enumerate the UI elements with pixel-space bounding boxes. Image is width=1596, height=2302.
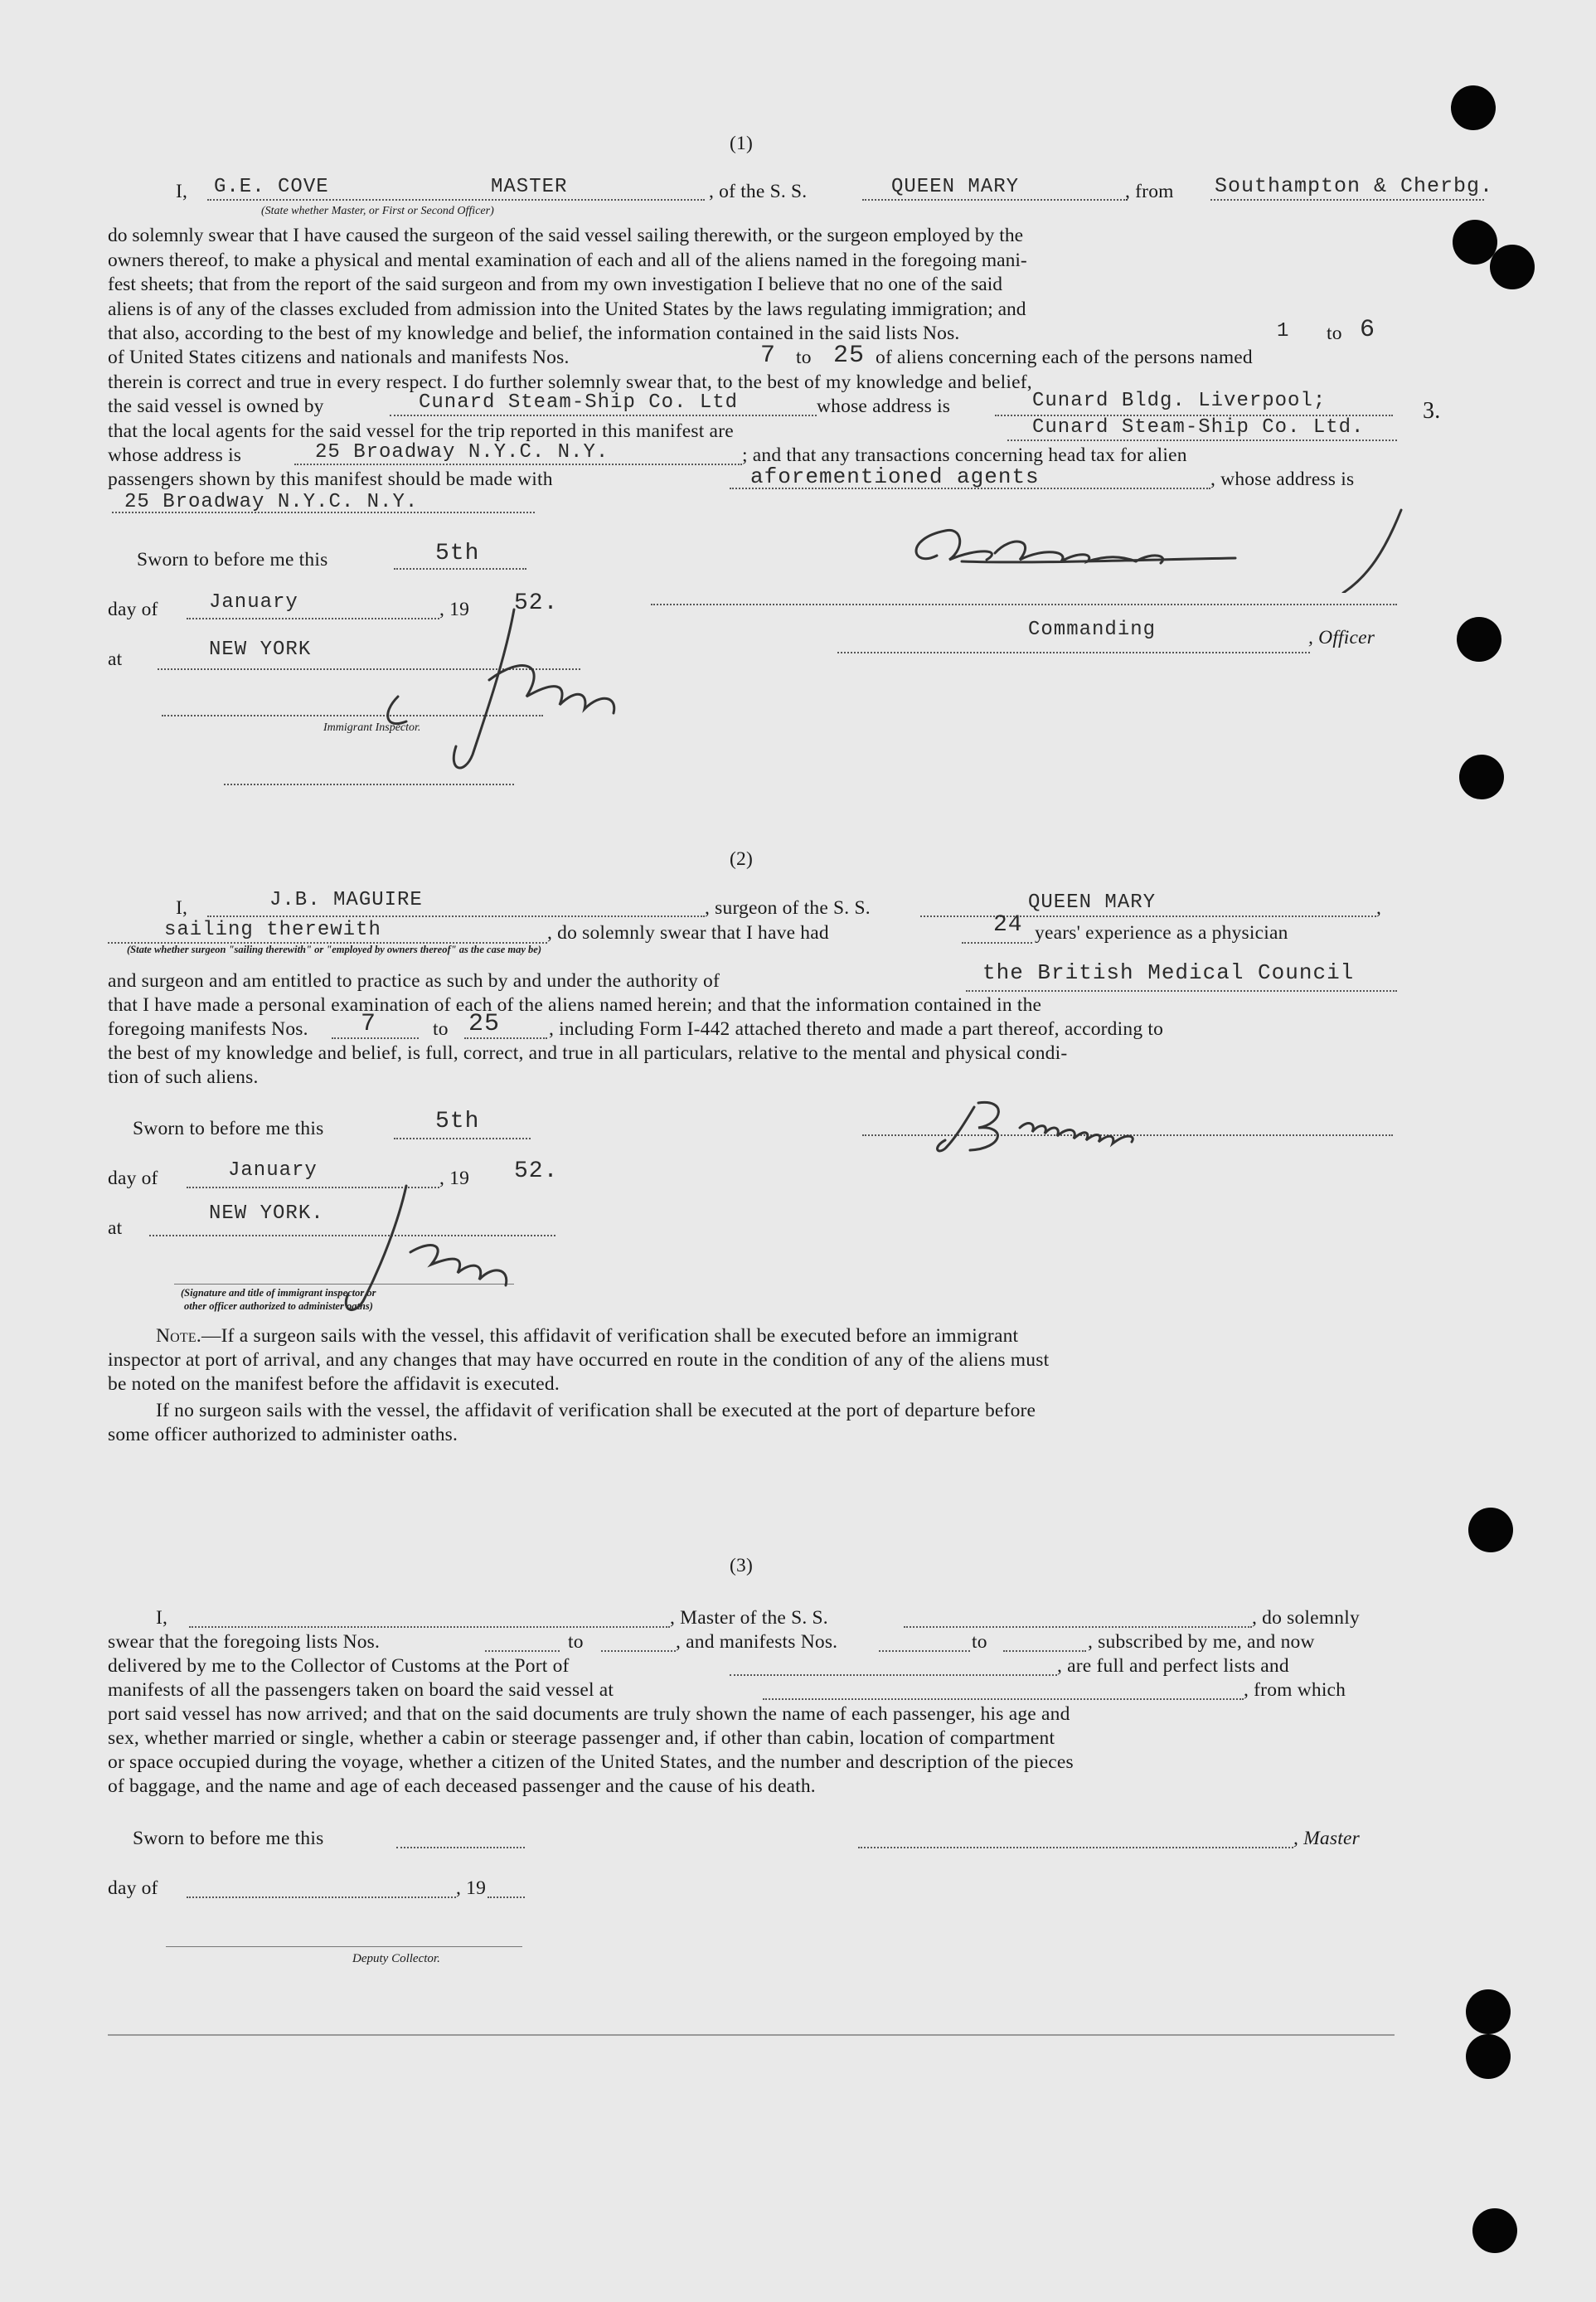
authority-line	[966, 990, 1397, 992]
manifests-clause: foregoing manifests Nos.	[108, 1018, 308, 1040]
agents-address-label: whose address is	[108, 444, 242, 466]
punch-hole	[1453, 220, 1497, 265]
authority: the British Medical Council	[982, 960, 1355, 985]
years-line	[962, 942, 1032, 944]
master-signature	[871, 502, 1451, 593]
sworn-day-line	[396, 1847, 525, 1848]
declaration-line: or space occupied during the voyage, whether a citizen of the United States, and the number and description of the pieces	[108, 1751, 1074, 1773]
signature-line	[651, 604, 1397, 605]
surgeon-status: sailing therewith	[164, 919, 381, 941]
sworn-year: 52.	[514, 590, 559, 616]
oath-line: do solemnly swear that I have caused the surgeon of the said vessel sailing therewith, or the surgeon employed by the	[108, 225, 1024, 246]
owner-address-extra: 3.	[1423, 398, 1441, 424]
whose-address-label: whose address is	[817, 396, 951, 417]
year-prefix: , 19	[439, 1168, 470, 1189]
agents-line	[1007, 440, 1397, 441]
punch-hole	[1459, 755, 1504, 799]
ship-name: QUEEN MARY	[891, 176, 1020, 198]
comma: ,	[1376, 897, 1382, 919]
surgeon-of-label: , surgeon of the S. S.	[705, 897, 871, 919]
from-label: , from	[1125, 181, 1174, 202]
at-label: at	[108, 1217, 123, 1239]
surgeon-signature	[929, 1090, 1202, 1157]
lists-clause: that also, according to the best of my knowledge and belief, the information contained in the said lists Nos.	[108, 323, 960, 344]
manifests-to: 25	[833, 342, 866, 370]
belief-line: the best of my knowledge and belief, is full, correct, and true in all particulars, relative to the mental and physical condi-	[108, 1042, 1068, 1064]
lists-to-line	[601, 1650, 676, 1652]
lists-to-label: to	[568, 1631, 584, 1653]
ship-line	[862, 199, 1128, 201]
name-line	[207, 199, 705, 201]
punch-hole	[1466, 1989, 1511, 2034]
rank-note: (State whether Master, or First or Second Officer)	[261, 205, 494, 217]
tax-address: 25 Broadway N.Y.C. N.Y.	[124, 491, 419, 513]
swear-label: , do solemnly swear that I have had	[547, 922, 829, 944]
sworn-day: 5th	[435, 1109, 480, 1134]
manifests-from: 7	[760, 342, 777, 370]
sig-note-2: other officer authorized to administer oaths)	[184, 1300, 373, 1312]
sworn-month: January	[209, 591, 298, 614]
year-prefix: , 19	[439, 599, 470, 620]
departure-port: Southampton & Cherbg.	[1215, 174, 1494, 198]
punch-hole	[1466, 2034, 1511, 2079]
section-2-number: (2)	[730, 848, 754, 870]
port-line	[730, 1674, 1057, 1676]
oath-line: aliens is of any of the classes excluded from admission into the United States by the laws regulating immigration; and	[108, 298, 1026, 320]
note-line: some officer authorized to administer oaths.	[108, 1424, 458, 1445]
status-note: (State whether surgeon "sailing therewith" or "employed by owners thereof" as the case may be)	[127, 944, 541, 955]
manifests-to-label: to	[433, 1018, 449, 1040]
oath-line: owners thereof, to make a physical and mental examination of each and all of the aliens named in the foregoing mani-	[108, 249, 1027, 271]
declaration-line: of baggage, and the name and age of each deceased passenger and the cause of his death.	[108, 1775, 816, 1797]
officer-title: Commanding	[1028, 619, 1157, 641]
sworn-label: Sworn to before me this	[137, 549, 328, 571]
section-1-number: (1)	[730, 133, 754, 154]
sworn-day-line	[394, 568, 526, 570]
note-label-text: Note.	[156, 1325, 201, 1347]
manifests-label: , and manifests Nos.	[676, 1631, 838, 1653]
ship-line	[904, 1626, 1252, 1628]
manifests-to-label: to	[972, 1631, 987, 1653]
tax-clause: passengers shown by this manifest should be made with	[108, 469, 553, 490]
declaration-line: port said vessel has now arrived; and that on the said documents are truly shown the name of each passenger, his age and	[108, 1703, 1070, 1725]
lists-from-line	[485, 1650, 560, 1652]
sworn-month: January	[228, 1159, 318, 1182]
owner-address: Cunard Bldg. Liverpool;	[1032, 390, 1327, 412]
surgeon-name-line	[207, 915, 705, 917]
exam-line: that I have made a personal examination of each of the aliens named herein; and that the information contained in the	[108, 994, 1042, 1016]
lists-to: 6	[1360, 316, 1376, 344]
of-ss-label: , of the S. S.	[709, 181, 808, 202]
inspector-label: Immigrant Inspector.	[323, 721, 421, 734]
note-line: inspector at port of arrival, and any changes that may have occurred en route in the condition of any of the aliens must	[108, 1349, 1050, 1371]
master-name: G.E. COVE	[214, 176, 329, 198]
day-of-label: day of	[108, 1168, 158, 1189]
section-3-number: (3)	[730, 1555, 754, 1576]
oath-line: therein is correct and true in every respect. I do further solemnly swear that, to the best of my knowledge and belief,	[108, 372, 1032, 393]
boarded-clause: manifests of all the passengers taken on board the said vessel at	[108, 1679, 614, 1701]
manifests-clause: of United States citizens and nationals and manifests Nos.	[108, 347, 570, 368]
day-of-label: day of	[108, 599, 158, 620]
inspector-line-2	[224, 784, 514, 785]
month-line	[187, 1896, 456, 1898]
surgeon-ship: QUEEN MARY	[1028, 891, 1157, 914]
subscribed-label: , subscribed by me, and now	[1088, 1631, 1315, 1653]
manifests-to-label: to	[796, 347, 812, 368]
inspector-signature	[315, 1182, 564, 1323]
lists-clause: swear that the foregoing lists Nos.	[108, 1631, 381, 1653]
surgeon-ship-line	[920, 915, 1376, 917]
local-agents: Cunard Steam-Ship Co. Ltd.	[1032, 416, 1365, 439]
years-experience: 24	[993, 912, 1023, 938]
oath-text	[108, 224, 1395, 322]
vessel-owner: Cunard Steam-Ship Co. Ltd	[419, 391, 739, 414]
note-label	[156, 1325, 1018, 1348]
sworn-year: 52.	[514, 1158, 559, 1184]
master-name-line	[189, 1626, 670, 1628]
master-signature-line	[858, 1847, 1293, 1848]
tax-agent: aforementioned agents	[750, 464, 1040, 489]
head-tax-clause: ; and that any transactions concerning head tax for alien	[742, 444, 1187, 466]
experience-label: years' experience as a physician	[1035, 922, 1288, 944]
port-line	[1210, 199, 1484, 201]
lists-from: 1	[1277, 320, 1290, 342]
bottom-rule	[108, 2034, 1395, 2036]
declaration-line: sex, whether married or single, whether a cabin or steerage passenger and, if other than cabin, location of compartment	[108, 1727, 1055, 1749]
agents-clause: that the local agents for the said vessel for the trip reported in this manifest are	[108, 420, 734, 442]
oath-line: fest sheets; that from the report of the said surgeon and from my own investigation I believe that no one of the said	[108, 274, 1002, 295]
punch-hole	[1468, 1508, 1513, 1552]
sworn-place: NEW YORK.	[209, 1202, 324, 1225]
master-rank: MASTER	[491, 176, 568, 198]
tax-address-label: , whose address is	[1210, 469, 1355, 490]
sworn-day-line	[394, 1138, 531, 1139]
master-label: , Master	[1293, 1828, 1360, 1849]
at-label: at	[108, 648, 123, 670]
sworn-place: NEW YORK	[209, 639, 312, 661]
year-prefix: , 19	[456, 1877, 487, 1899]
master-of-label: , Master of the S. S.	[670, 1607, 828, 1629]
intro-i: I,	[176, 897, 188, 919]
collector-clause: delivered by me to the Collector of Customs at the Port of	[108, 1655, 570, 1677]
lists-perfect-label: , are full and perfect lists and	[1057, 1655, 1289, 1677]
deputy-label: Deputy Collector.	[352, 1952, 440, 1965]
note-line: If no surgeon sails with the vessel, the affidavit of verification shall be executed at the port of departure before	[156, 1400, 1036, 1421]
note-line: be noted on the manifest before the affidavit is executed.	[108, 1373, 560, 1395]
punch-hole	[1490, 245, 1535, 289]
officer-label: , Officer	[1308, 627, 1375, 648]
inspector-signature	[348, 605, 663, 779]
agents-address-line	[294, 464, 742, 465]
owner-line	[390, 415, 817, 416]
sworn-day: 5th	[435, 541, 480, 566]
authority-clause: and surgeon and am entitled to practice as such by and under the authority of	[108, 970, 720, 992]
punch-hole	[1457, 617, 1501, 662]
intro-i: I,	[156, 1607, 168, 1629]
boarded-port-line	[763, 1698, 1244, 1700]
lists-to-label: to	[1327, 323, 1342, 344]
sworn-label: Sworn to before me this	[133, 1118, 324, 1139]
solemnly-label: , do solemnly	[1252, 1607, 1360, 1629]
from-which-label: , from which	[1244, 1679, 1346, 1701]
punch-hole	[1472, 2208, 1517, 2253]
sworn-label: Sworn to before me this	[133, 1828, 324, 1849]
day-of-label: day of	[108, 1877, 158, 1899]
manifests-to: 25	[468, 1010, 501, 1038]
form-clause: , including Form I-442 attached thereto and made a part thereof, according to	[549, 1018, 1164, 1040]
manifests-clause-end: of aliens concerning each of the persons named	[876, 347, 1253, 368]
owner-clause: the said vessel is owned by	[108, 396, 324, 417]
agents-address: 25 Broadway N.Y.C. N.Y.	[315, 441, 609, 464]
condition-line: tion of such aliens.	[108, 1066, 259, 1088]
intro-i: I,	[176, 181, 188, 202]
punch-hole	[1451, 85, 1496, 130]
manifests-from-line	[879, 1650, 970, 1652]
year-line	[488, 1896, 525, 1898]
rank-line	[837, 652, 1310, 653]
manifests-from: 7	[361, 1010, 377, 1038]
manifests-to-line	[1003, 1650, 1086, 1652]
deputy-line	[166, 1946, 522, 1947]
sig-note-1: (Signature and title of immigrant inspector or	[181, 1287, 376, 1299]
surgeon-name: J.B. MAGUIRE	[269, 889, 423, 911]
note-line: —If a surgeon sails with the vessel, this affidavit of verification shall be executed before an immigrant	[201, 1325, 1019, 1347]
